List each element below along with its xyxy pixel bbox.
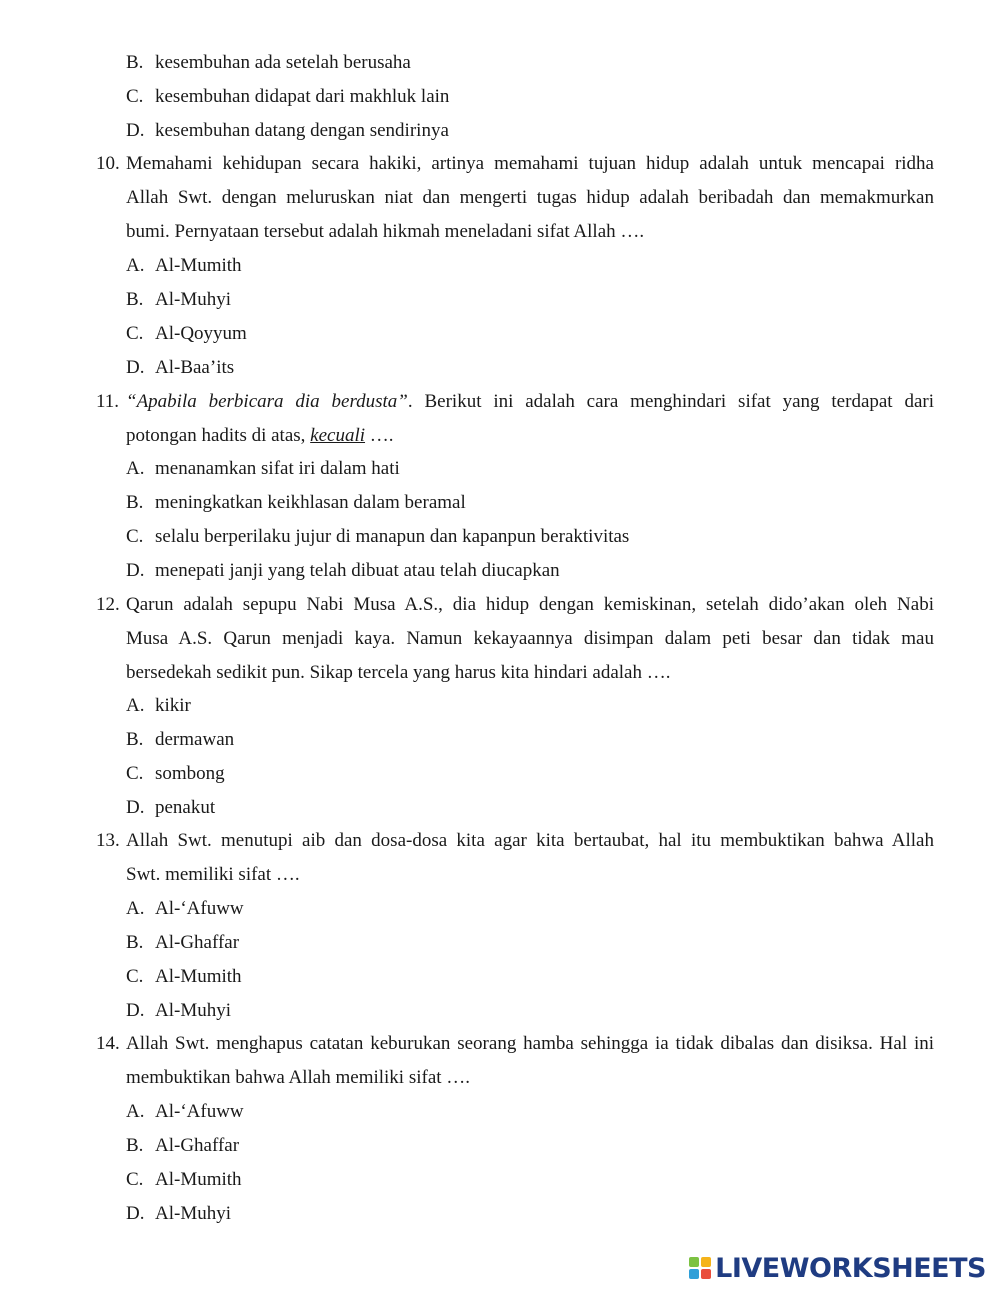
liveworksheets-logo-icon xyxy=(689,1257,711,1279)
option-text: Al-Muhyi xyxy=(155,1203,231,1224)
option-text: meningkatkan keikhlasan dalam beramal xyxy=(155,492,466,513)
question-text-line xyxy=(126,391,934,413)
option-letter: C. xyxy=(126,763,144,784)
option-text: Al-Mumith xyxy=(155,966,242,987)
keyword-kecuali: kecuali xyxy=(310,425,366,446)
option-letter: B. xyxy=(126,492,144,513)
question-text-line: membuktikan bahwa Allah memiliki sifat …. xyxy=(126,1067,471,1088)
question-number: 14. xyxy=(96,1033,120,1054)
question-text: potongan hadits di atas, xyxy=(126,425,311,446)
question-number: 13. xyxy=(96,830,120,851)
option-letter: C. xyxy=(126,1169,144,1190)
option-text: Al-Muhyi xyxy=(155,289,231,310)
question-text-line: bumi. Pernyataan tersebut adalah hikmah meneladani sifat Allah …. xyxy=(126,221,645,242)
option-text: Al-Mumith xyxy=(155,255,242,276)
option-letter: C. xyxy=(126,526,144,547)
option-letter: B. xyxy=(126,729,144,750)
option-text: Al-Ghaffar xyxy=(155,932,240,953)
option-text: menanamkan sifat iri dalam hati xyxy=(155,458,400,479)
question-text-line: Memahami kehidupan secara hakiki, artinya memahami tujuan hidup adalah untuk mencapai ridha xyxy=(126,153,934,174)
option-text: kikir xyxy=(155,695,191,716)
liveworksheets-logo[interactable] xyxy=(689,1252,986,1284)
question-text: …. xyxy=(365,425,394,446)
option-text: Al-Qoyyum xyxy=(155,323,247,344)
option-letter: B. xyxy=(126,1135,144,1156)
option-text: Al-Mumith xyxy=(155,1169,242,1190)
option-letter: A. xyxy=(126,255,145,276)
option-text: menepati janji yang telah dibuat atau telah diucapkan xyxy=(155,560,560,581)
question-text-line: Swt. memiliki sifat …. xyxy=(126,864,300,885)
option-text: kesembuhan didapat dari makhluk lain xyxy=(155,86,450,107)
option-text: dermawan xyxy=(155,729,235,750)
question-number: 10. xyxy=(96,153,120,174)
question-text-line: Musa A.S. Qarun menjadi kaya. Namun kekayaannya disimpan dalam peti besar dan tidak mau xyxy=(126,628,934,649)
question-text-line xyxy=(126,425,394,447)
question-text-line: Allah Swt. menutupi aib dan dosa-dosa kita agar kita bertaubat, hal itu membuktikan bahwa Allah xyxy=(126,830,934,851)
option-letter: B. xyxy=(126,932,144,953)
option-text: penakut xyxy=(155,797,216,818)
brand-name: LIVEWORKSHEETS xyxy=(715,1252,986,1284)
option-letter: B. xyxy=(126,289,144,310)
option-letter: A. xyxy=(126,898,145,919)
option-text: Al-Ghaffar xyxy=(155,1135,240,1156)
option-text: kesembuhan ada setelah berusaha xyxy=(155,52,411,73)
question-text: . Berikut ini adalah cara menghindari sifat yang terdapat dari xyxy=(407,391,934,412)
question-text-line: Qarun adalah sepupu Nabi Musa A.S., dia hidup dengan kemiskinan, setelah dido’akan oleh Nabi xyxy=(126,594,934,615)
question-text-line: Allah Swt. dengan meluruskan niat dan mengerti tugas hidup adalah beribadah dan memakmurkan xyxy=(126,187,934,208)
question-number: 12. xyxy=(96,594,120,615)
option-letter: C. xyxy=(126,86,144,107)
option-letter: A. xyxy=(126,458,145,479)
option-letter: D. xyxy=(126,1203,145,1224)
option-letter: D. xyxy=(126,560,145,581)
option-letter: C. xyxy=(126,323,144,344)
question-text-line: bersedekah sedikit pun. Sikap tercela yang harus kita hindari adalah …. xyxy=(126,662,671,683)
option-letter: D. xyxy=(126,357,145,378)
option-letter: A. xyxy=(126,695,145,716)
option-text: kesembuhan datang dengan sendirinya xyxy=(155,120,449,141)
option-letter: D. xyxy=(126,1000,145,1021)
option-letter: A. xyxy=(126,1101,145,1122)
option-text: selalu berperilaku jujur di manapun dan kapanpun beraktivitas xyxy=(155,526,630,547)
option-text: Al-Baa’its xyxy=(155,357,235,378)
option-letter: B. xyxy=(126,52,144,73)
question-number: 11. xyxy=(96,391,120,412)
option-text: Al-‘Afuww xyxy=(155,1101,244,1122)
option-letter: D. xyxy=(126,797,145,818)
option-letter: C. xyxy=(126,966,144,987)
option-text: Al-Muhyi xyxy=(155,1000,231,1021)
question-text-line: Allah Swt. menghapus catatan keburukan seorang hamba sehingga ia tidak dibalas dan disiksa. Hal ini xyxy=(126,1033,934,1054)
option-text: Al-‘Afuww xyxy=(155,898,244,919)
hadith-quote: “Apabila berbicara dia berdusta” xyxy=(126,391,408,412)
option-text: sombong xyxy=(155,763,225,784)
option-letter: D. xyxy=(126,120,145,141)
